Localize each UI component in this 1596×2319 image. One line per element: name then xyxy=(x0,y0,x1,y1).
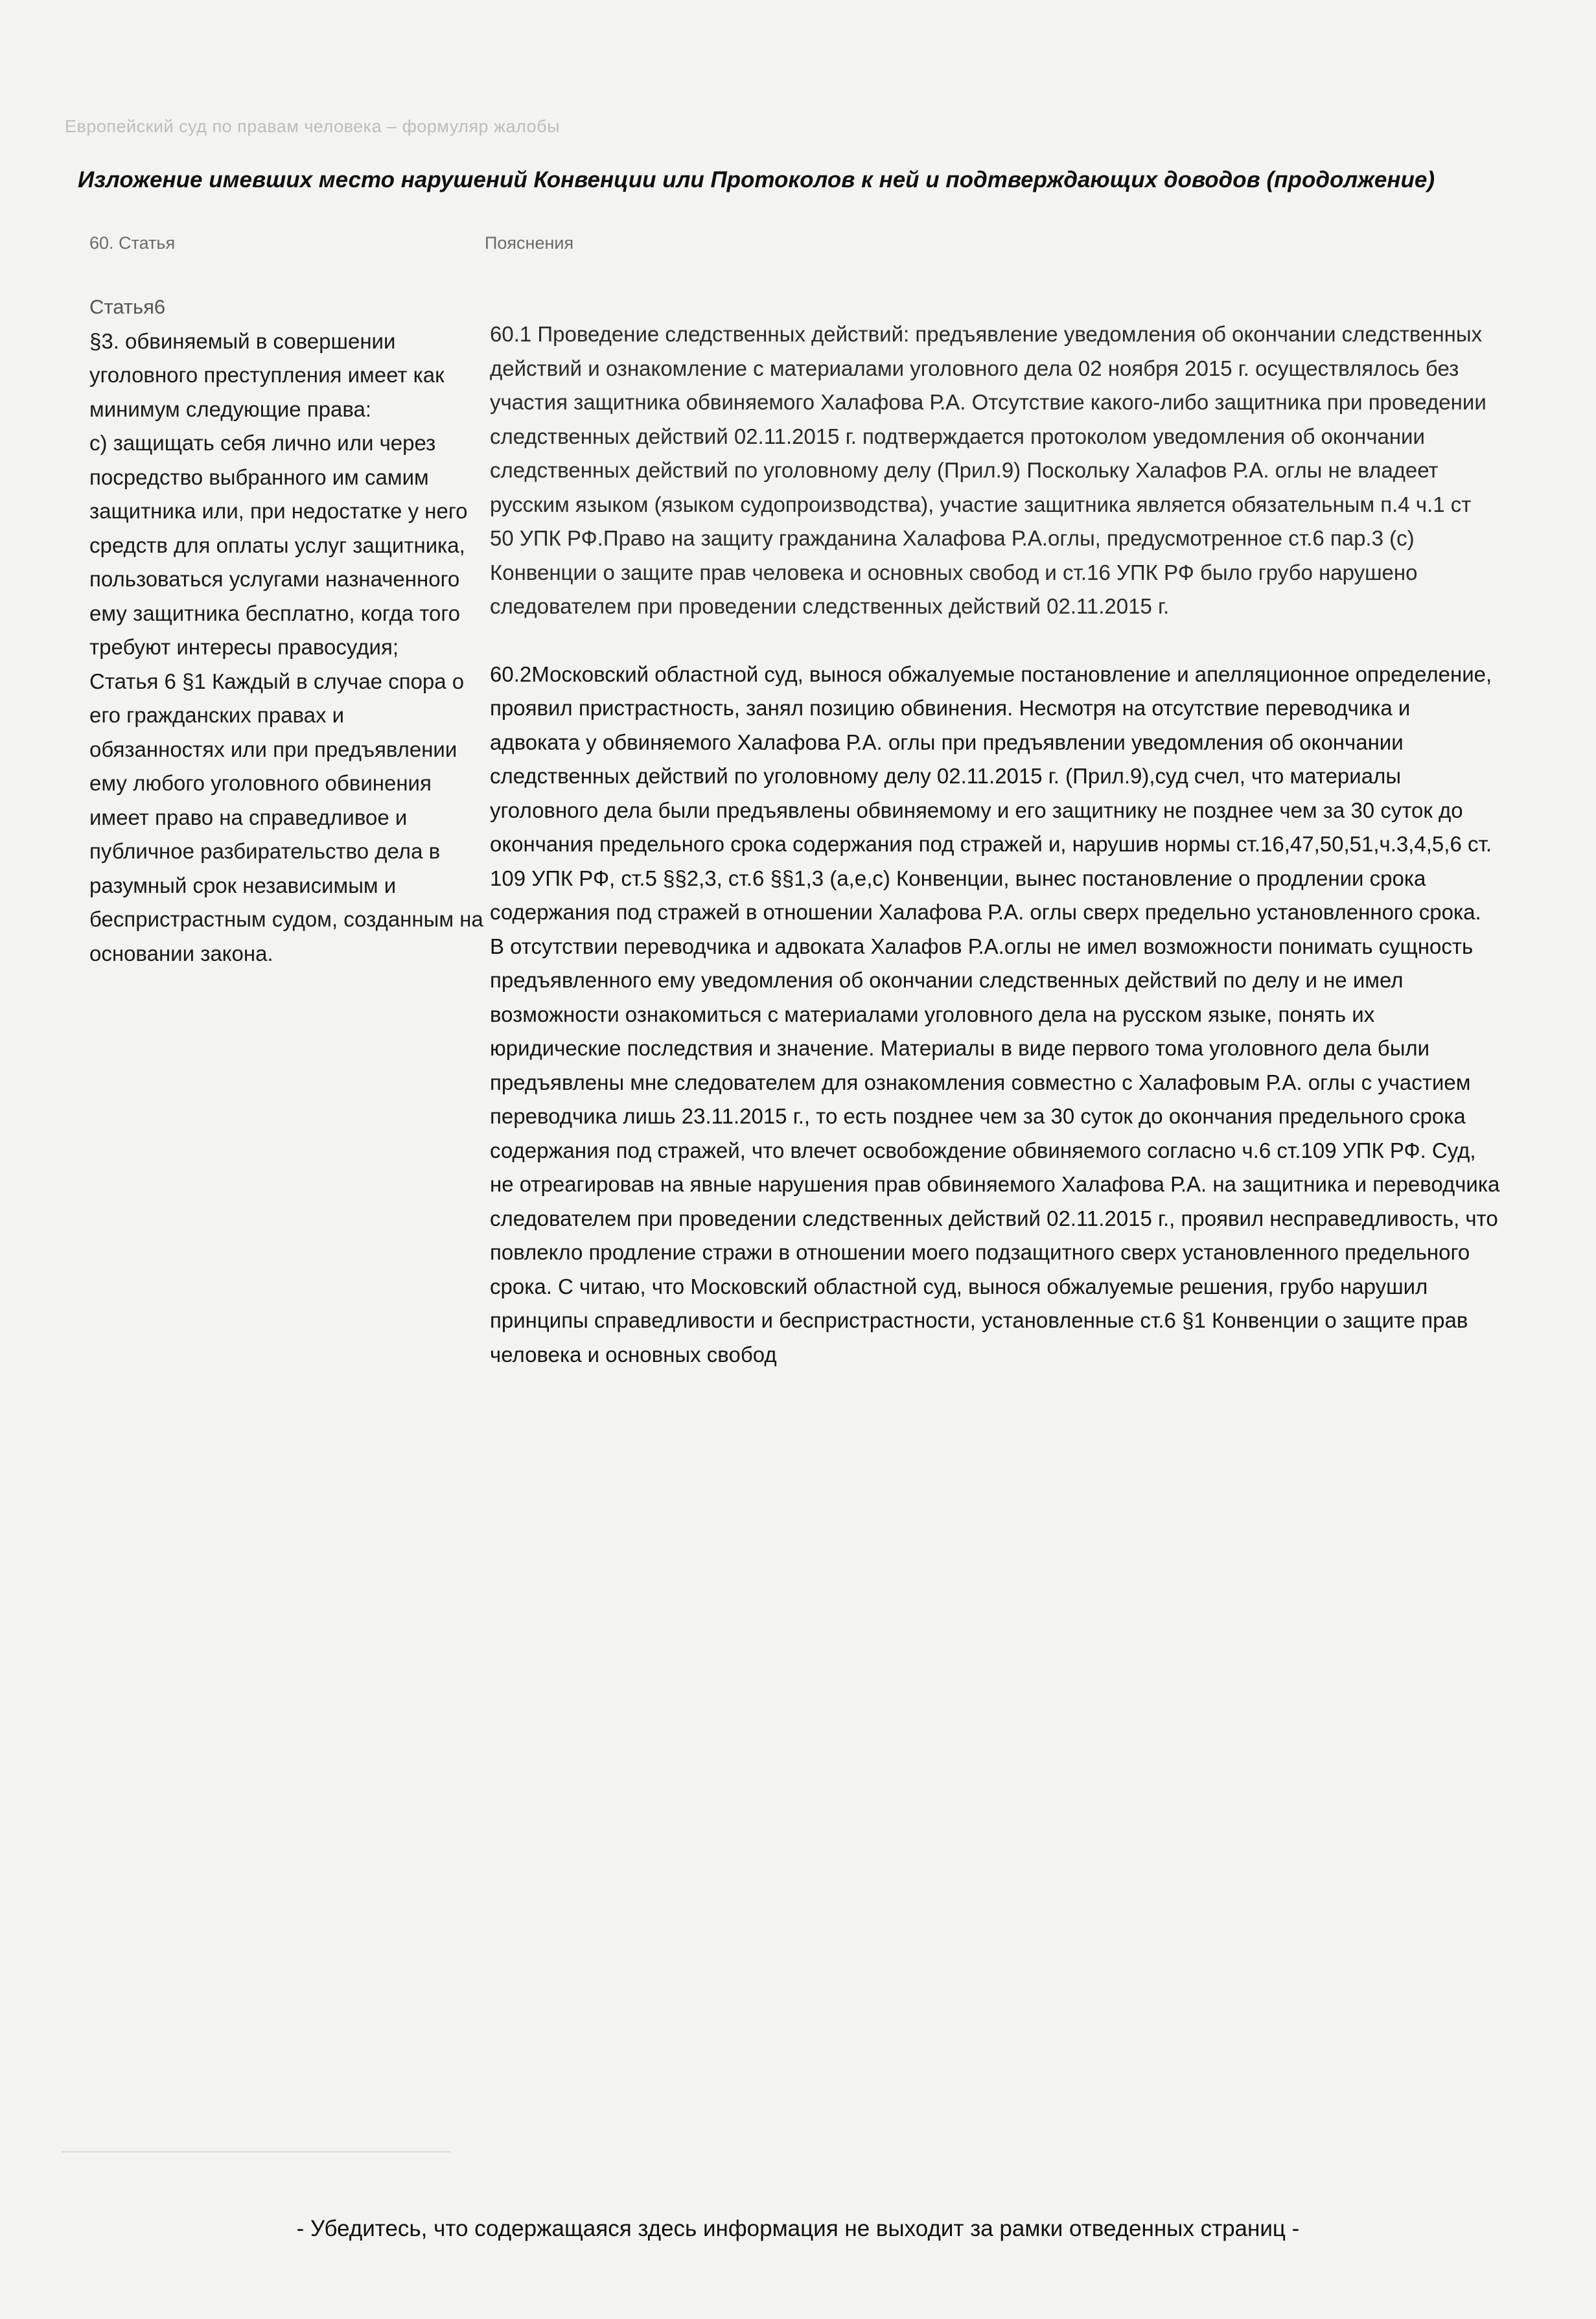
footer-note: - Убедитесь, что содержащаяся здесь информация не выходит за рамки отведенных страниц - xyxy=(296,2216,1300,2241)
article-column xyxy=(89,290,485,971)
page-header: Европейский суд по правам человека – формуляр жалобы xyxy=(65,117,561,136)
explanation-paragraph-60-1: 60.1 Проведение следственных действий: предъявление уведомления об окончании следственных действий и ознакомление с материалами уголовного дела 02 ноября 2015 г. осуществлялось без участия защитника обвиняемого Халафова Р.А. Отсутствие какого-либо защитника при проведении следственных действий 02.11.2015 г. подтверждается протоколом уведомления об окончании следственных действий по уголовному делу (Прил.9) Поскольку Халафов Р.А. оглы не владеет русским языком (языком судопроизводства), участие защитника является обязательным п.4 ч.1 ст 50 УПК РФ.Право на защиту гражданина Халафова Р.А.оглы, предусмотренное ст.6 пар.3 (с) Конвенции о защите прав человека и основных свобод и ст.16 УПК РФ было грубо нарушено следователем при проведении следственных действий 02.11.2015 г. xyxy=(490,322,1486,618)
article-paragraph: c) защищать себя лично или через посредство выбранного им самим защитника или, при недостатке у него средств для оплаты услуг защитника, пользоваться услугами назначенного ему защитника бесплатно, когда того требуют интересы правосудия; xyxy=(89,431,468,659)
explanation-column-header: Пояснения xyxy=(485,233,574,253)
section-title: Изложение имевших место нарушений Конвенции или Протоколов к ней и подтверждающих доводов (продолжение) xyxy=(78,167,1435,192)
article-paragraph: Статья 6 §1 Каждый в случае спора о его гражданских правах и обязанностях или при предъявлении ему любого уголовного обвинения имеет право на справедливое и публичное разбирательство дела в разумный срок независимым и беспристрастным судом, созданным на основании закона. xyxy=(89,669,483,965)
article-column-header: 60. Статья xyxy=(89,233,176,253)
article-label: Статья6 xyxy=(89,295,166,318)
explanation-paragraph-60-2: 60.2Московский областной суд, вынося обжалуемые постановление и апелляционное определение, проявил пристрастность, занял позицию обвинения. Несмотря на отсутствие переводчика и адвоката у обвиняемого Халафова Р.А. оглы при предъявлении уведомления об окончании следственных действий по уголовному делу 02.11.2015 г. (Прил.9),суд счел, что материалы уголовного дела были предъявлены обвиняемому и его защитнику не позднее чем за 30 суток до окончания предельного срока содержания под стражей и, нарушив нормы ст.16,47,50,51,ч.3,4,5,6 ст. 109 УПК РФ, ст.5 §§2,3, ст.6 §§1,3 (а,е,с) Конвенции, вынес постановление о продлении срока содержания под стражей в отношении Халафова Р.А. оглы сверх предельно установленного срока. В отсутствии переводчика и адвоката Халафов Р.А.оглы не имел возможности понимать сущность предъявленного ему уведомления об окончании следственных действий по делу и не имел возможности ознакомиться с материалами уголовного дела на русском языке, понять их юридические последствия и значение. Материалы в виде первого тома уголовного дела были предъявлены мне следователем для ознакомления совместно с Халафовым Р.А. оглы с участием переводчика лишь 23.11.2015 г., то есть позднее чем за 30 суток до окончания предельного срока содержания под стражей, что влечет освобождение обвиняемого согласно ч.6 ст.109 УПК РФ. Суд, не отреагировав на явные нарушения прав обвиняемого Халафова Р.А. на защитника и переводчика следователем при проведении следственных действий 02.11.2015 г., проявил несправедливость, что повлекло продление стражи в отношении моего подзащитного сверх установленного предельного срока. С читаю, что Московский областной суд, вынося обжалуемые решения, грубо нарушил принципы справедливости и беспристрастности, установленные ст.6 §1 Конвенции о защите прав человека и основных свобод xyxy=(490,662,1500,1367)
article-paragraph: §3. обвиняемый в совершении уголовного преступления имеет как минимум следующие права: xyxy=(89,329,445,421)
explanation-column xyxy=(490,317,1501,1372)
footer-divider xyxy=(62,2151,450,2152)
